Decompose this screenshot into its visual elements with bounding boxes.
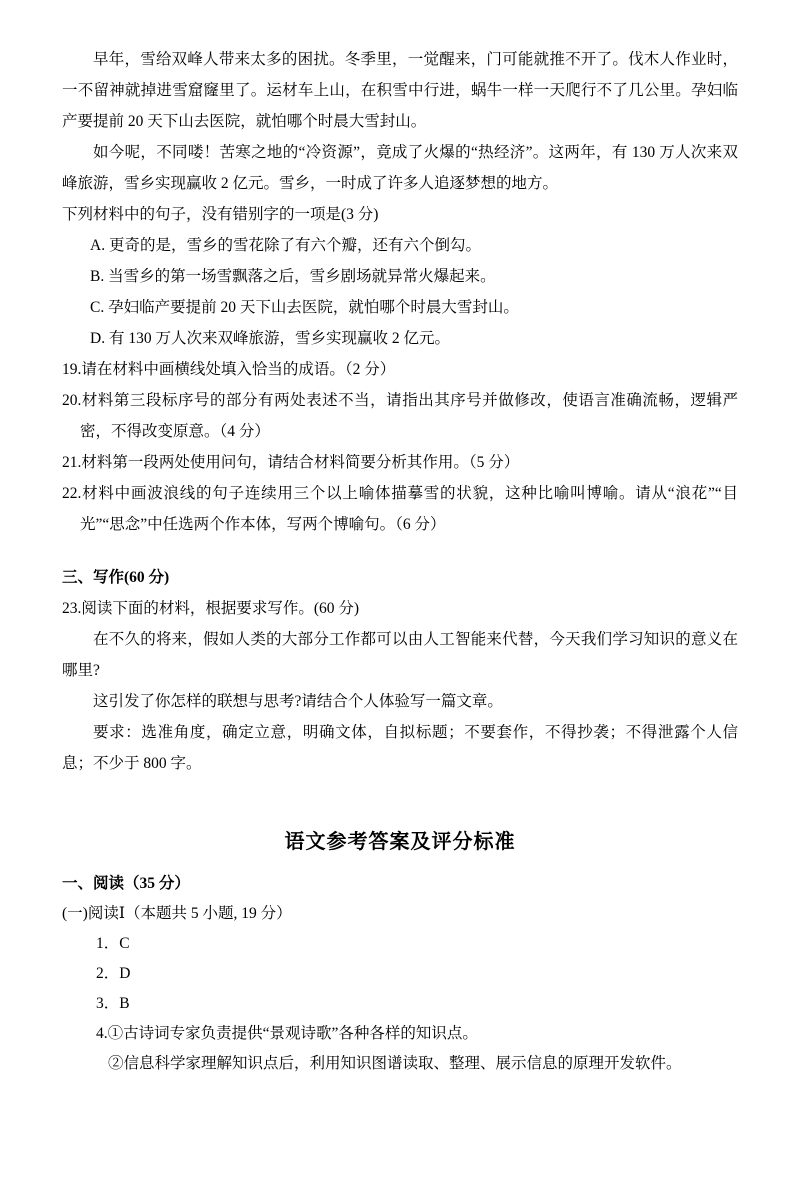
- question-18-stem: 下列材料中的句子，没有错别字的一项是(3 分): [62, 206, 379, 223]
- answer-key-title: 语文参考答案及评分标准: [284, 831, 516, 853]
- section-gap: [62, 540, 738, 562]
- question-18-option-c: C. 孕妇临产要提前 20 天下山去医院，就怕哪个时晨大雪封山。: [90, 299, 519, 316]
- question-23-text: 阅读下面的材料，根据要求写作。(60 分): [81, 600, 360, 617]
- question-18-option-d: D. 有 130 万人次来双峰旅游，雪乡实现赢收 2 亿元。: [90, 330, 450, 347]
- question-19-stem: [62, 354, 738, 385]
- answer-subsection-title: (一)阅读Ⅰ（本题共 5 小题, 19 分）: [62, 905, 292, 922]
- answer-item-2: 2．D: [96, 965, 131, 982]
- question-20-number: 20.: [62, 392, 82, 409]
- answer-item-1: 1．C: [96, 935, 130, 952]
- answer-item-4: 4.①古诗词专家负责提供“景观诗歌”各种各样的知识点。: [96, 1025, 478, 1042]
- question-22-text: 材料中画波浪线的句子连续用三个以上喻体描摹雪的状貌，这种比喻叫博喻。请从“浪花”“目光”“思念”中任选两个作本体，写两个博喻句。（6 分）: [80, 485, 738, 533]
- question-21-number: 21.: [62, 454, 82, 471]
- section-three-title: 三、写作(60 分): [62, 569, 170, 586]
- question-19-number: 19.: [62, 361, 82, 378]
- question-23-number: 23.: [62, 600, 82, 617]
- answer-item-3: 3．B: [96, 995, 130, 1012]
- essay-paragraph-2: 这引发了你怎样的联想与思考?请结合个人体验写一篇文章。: [93, 693, 503, 710]
- question-23-stem: [62, 593, 738, 624]
- answer-section-gap: [62, 779, 738, 825]
- essay-paragraph-1: 在不久的将来，假如人类的大部分工作都可以由人工智能来代替，今天我们学习知识的意义在哪里?: [62, 631, 738, 679]
- question-20-stem: [62, 385, 738, 447]
- body-paragraph-1: 早年，雪给双峰人带来太多的困扰。冬季里，一觉醒来，门可能就推不开了。伐木人作业时，一不留神就掉进雪窟窿里了。运材车上山，在积雪中行进，蜗牛一样一天爬行不了几公里。孕妇临产要提前 20 天下山去医院，就怕哪个时晨大雪封山。: [62, 51, 738, 130]
- question-20-text: 材料第三段标序号的部分有两处表述不当，请指出其序号并做修改，使语言准确流畅，逻辑严密，不得改变原意。（4 分）: [80, 392, 738, 440]
- essay-paragraph-3: 要求：选准角度，确定立意，明确文体，自拟标题；不要套作，不得抄袭；不得泄露个人信息；不少于 800 字。: [62, 724, 738, 772]
- question-21-stem: [62, 447, 738, 478]
- body-paragraph-2: 如今呢，不同喽！苦寒之地的“冷资源”，竟成了火爆的“热经济”。这两年，有 130 万人次来双峰旅游，雪乡实现赢收 2 亿元。雪乡，一时成了许多人追逐梦想的地方。: [62, 144, 738, 192]
- answer-item-4-second: ②信息科学家理解知识点后，利用知识图谱读取、整理、展示信息的原理开发软件。: [108, 1055, 682, 1072]
- question-21-text: 材料第一段两处使用问句，请结合材料简要分析其作用。（5 分）: [81, 454, 520, 471]
- question-18-option-a: A. 更奇的是，雪乡的雪花除了有六个瓣，还有六个倒勾。: [90, 237, 481, 254]
- question-19-text: 请在材料中画横线处填入恰当的成语。（2 分）: [81, 361, 396, 378]
- question-22-number: 22.: [62, 485, 82, 502]
- answer-part-one-title: 一、阅读（35 分）: [62, 875, 190, 892]
- question-22-stem: [62, 478, 738, 540]
- question-18-option-b: B. 当雪乡的第一场雪飘落之后，雪乡剧场就异常火爆起来。: [90, 268, 496, 285]
- title-gap: [62, 859, 738, 869]
